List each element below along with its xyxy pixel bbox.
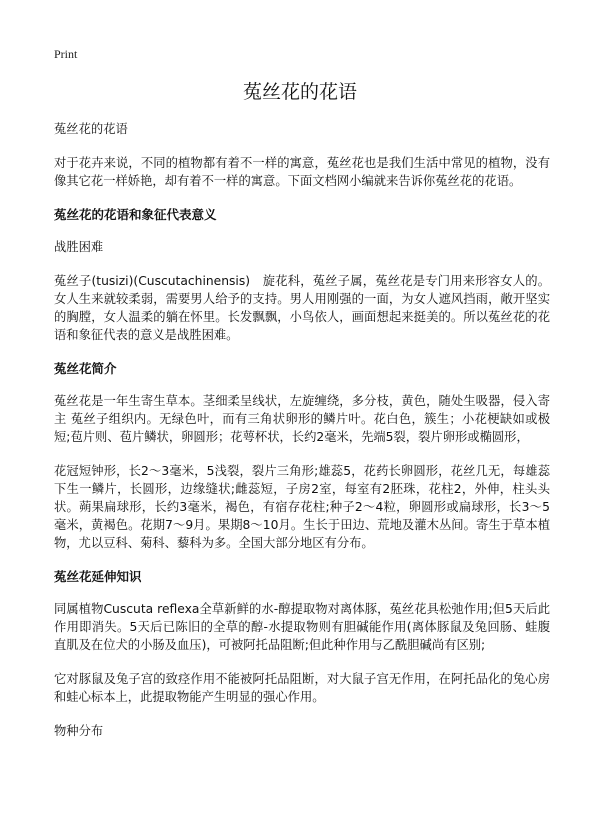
- intro-description-paragraph-1: 菟丝花是一年生寄生草本。茎细柔呈线状，左旋缠绕，多分枝，黄色，随处生吸器，侵入寄主 菟丝子组织内。无绿色叶，而有三角状卵形的鳞片叶。花白色，簇生；小花梗缺如或极短;苞片则、苞片鳞状，卵圆形；花萼杯状，长约2毫米，先端5裂，裂片卵形或椭圆形，: [54, 394, 550, 444]
- intro-paragraph: 对于花卉来说，不同的植物都有着不一样的寓意，菟丝花也是我们生活中常见的植物，没有像其它花一样娇艳，却有着不一样的寓意。下面文档网小编就来告诉你菟丝花的花语。: [54, 156, 550, 188]
- page-title: 菟丝花的花语: [242, 81, 357, 103]
- meaning-keyword: 战胜困难: [54, 240, 104, 254]
- intro-description-paragraph-2: 花冠短钟形，长2～3毫米，5浅裂，裂片三角形;雄蕊5，花药长卵圆形，花丝几无，每雄蕊下生一鳞片，长圆形，边缘缝状;雌蕊短，子房2室，每室有2胚珠，花柱2，外伸，柱头头状。蒴果扁球形，长约3毫米，褐色，有宿存花柱;种子2～4粒，卵圆形或扁球形，长3～5毫米，黄褐色。花期7～9月。果期8～10月。生长于田边、荒地及灌木丛间。寄生于草本植物，尤以豆科、菊科、藜科为多。全国大部分地区有分布。: [54, 464, 550, 550]
- document-body: [54, 120, 550, 756]
- species-distribution-label: 物种分布: [54, 724, 104, 738]
- extended-paragraph-1: 同属植物Cuscuta reflexa全草新鲜的水-醇提取物对离体豚，菟丝花具松弛作用;但5天后此作用即消失。5天后已陈旧的全草的醇-水提取物则有胆碱能作用(离体豚鼠及兔回肠、蛙腹直肌及在位犬的小肠及血压)，可被阿托品阻断;但此种作用与乙酰胆碱尚有区别;: [54, 602, 550, 652]
- intro-label: 菟丝花的花语: [54, 122, 128, 136]
- section-heading-intro: 菟丝花简介: [54, 361, 117, 376]
- section-heading-meaning: 菟丝花的花语和象征代表意义: [54, 207, 217, 222]
- extended-paragraph-2: 它对豚鼠及兔子宫的致痉作用不能被阿托品阻断，对大鼠子宫无作用，在阿托品化的兔心房和蛙心标本上，此提取物能产生明显的强心作用。: [54, 672, 550, 704]
- print-link[interactable]: Print: [54, 47, 78, 61]
- meaning-paragraph: 菟丝子(tusizi)(Cuscutachinensis) 旋花科，菟丝子属，菟丝花是专门用来形容女人的。女人生来就较柔弱，需要男人给予的支持。男人用刚强的一面，为女人遮风挡雨，敞开坚实的胸膛，女人温柔的躺在怀里。长发飘飘，小鸟依人，画面想起来挺美的。所以菟丝花的花语和象征代表的意义是战胜困难。: [54, 274, 550, 342]
- section-heading-extended: 菟丝花延伸知识: [54, 569, 142, 584]
